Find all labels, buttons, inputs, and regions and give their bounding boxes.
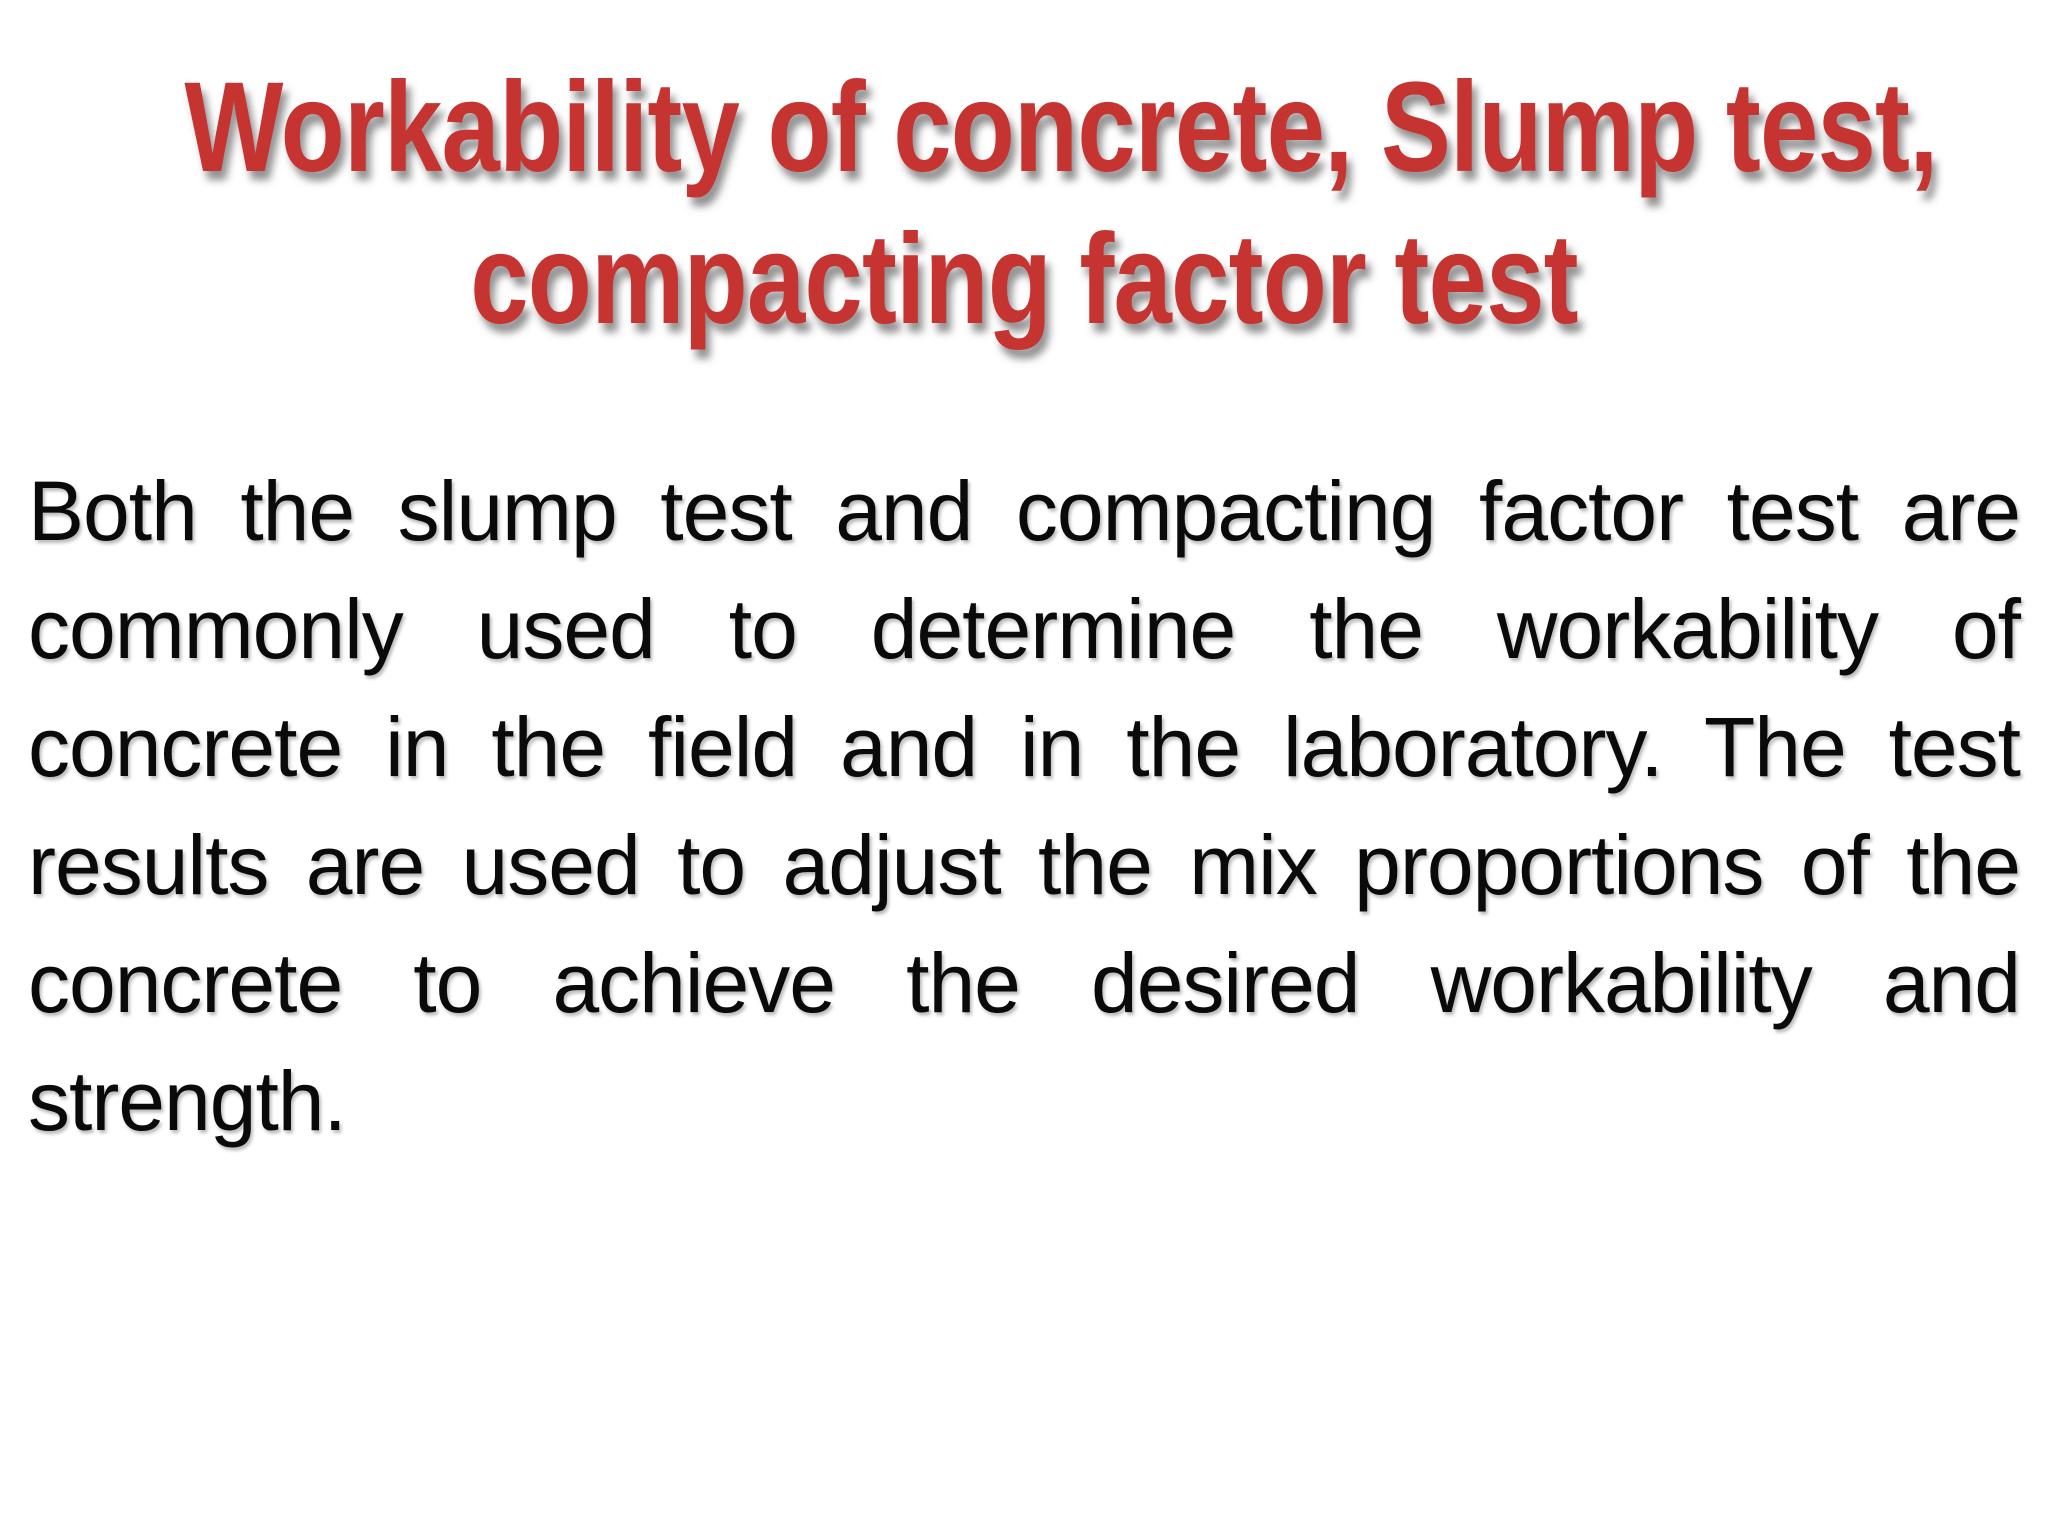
body-text-line: commonly used to determine the workability of: [28, 582, 2020, 676]
slide-title-line-2: compacting factor test: [470, 208, 1578, 351]
slide-title-line-1: Workability of concrete, Slump test,: [184, 56, 1938, 199]
body-text-line: concrete in the field and in the laboratory. The test: [28, 700, 2020, 794]
body-text-line: concrete to achieve the desired workability and: [28, 936, 2020, 1030]
slide-body-paragraph: [28, 452, 2020, 1160]
body-text-line: strength.: [28, 1054, 346, 1148]
body-text-line: results are used to adjust the mix proportions of the: [28, 818, 2020, 912]
slide-title: [184, 52, 1938, 356]
body-text-line: Both the slump test and compacting factor test are: [28, 464, 2020, 558]
